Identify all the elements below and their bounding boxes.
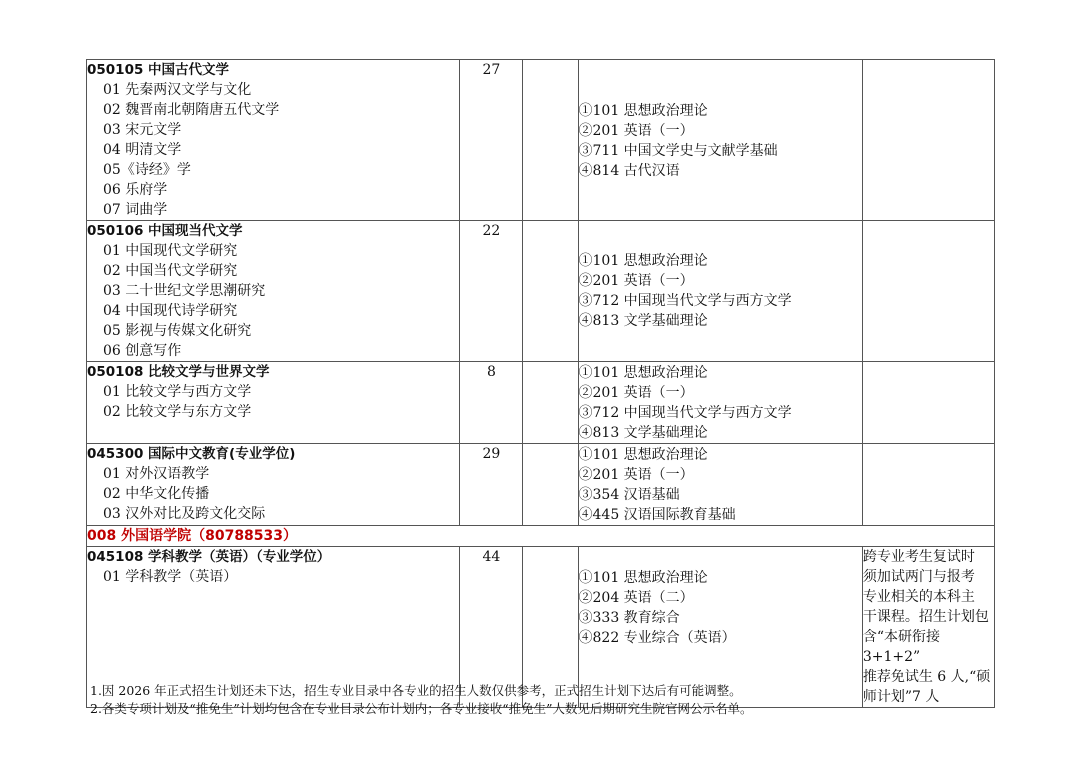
remark-line: 推荐免试生 6 人,“硕 xyxy=(862,669,991,685)
exam-cell xyxy=(578,444,862,526)
exam-item: ①101 思想政治理论 xyxy=(578,447,708,463)
major-cell xyxy=(87,444,460,526)
direction-item: 01 学科教学（英语） xyxy=(103,569,238,585)
major-title: 045300 国际中文教育(专业学位) xyxy=(87,446,296,462)
exam-item: ①101 思想政治理论 xyxy=(578,365,708,381)
exam-item: ②201 英语（一） xyxy=(578,467,694,483)
direction-item: 01 比较文学与西方文学 xyxy=(103,384,252,400)
enrollment-count: 8 xyxy=(460,362,523,444)
direction-item: 07 词曲学 xyxy=(103,202,168,218)
direction-item: 01 对外汉语教学 xyxy=(103,466,210,482)
exam-cell xyxy=(578,60,862,221)
remark-line: 师计划”7 人 xyxy=(862,689,940,705)
major-cell xyxy=(87,221,460,362)
exam-item: ②201 英语（一） xyxy=(578,385,694,401)
major-cell xyxy=(87,60,460,221)
direction-item: 05 影视与传媒文化研究 xyxy=(103,323,252,339)
footnote: 1.因 2026 年正式招生计划还未下达，招生专业目录中各专业的招生人数仅供参考，正式招生计划下达后有可能调整。 xyxy=(90,683,742,698)
exam-item: ④813 文学基础理论 xyxy=(578,425,708,441)
exam-item: ④813 文学基础理论 xyxy=(578,313,708,329)
empty-cell xyxy=(523,362,578,444)
direction-item: 03 汉外对比及跨文化交际 xyxy=(103,506,266,522)
major-title: 050105 中国古代文学 xyxy=(87,62,230,78)
table-row xyxy=(87,362,995,444)
exam-cell xyxy=(578,362,862,444)
remark-line: 跨专业考生复试时 xyxy=(862,549,975,565)
college-row xyxy=(87,526,995,547)
table-row xyxy=(87,444,995,526)
table-row xyxy=(87,221,995,362)
enrollment-count: 29 xyxy=(460,444,523,526)
direction-item: 04 中国现代诗学研究 xyxy=(103,303,238,319)
direction-item: 04 明清文学 xyxy=(103,142,182,158)
direction-item: 02 比较文学与东方文学 xyxy=(103,404,252,420)
direction-item: 03 二十世纪文学思潮研究 xyxy=(103,283,266,299)
exam-item: ①101 思想政治理论 xyxy=(578,103,708,119)
direction-item: 01 先秦两汉文学与文化 xyxy=(103,82,252,98)
major-title: 050108 比较文学与世界文学 xyxy=(87,364,270,380)
exam-item: ④814 古代汉语 xyxy=(578,163,680,179)
major-title: 050106 中国现当代文学 xyxy=(87,223,243,239)
direction-item: 02 魏晋南北朝隋唐五代文学 xyxy=(103,102,280,118)
direction-item: 06 创意写作 xyxy=(103,343,182,359)
empty-cell xyxy=(523,221,578,362)
exam-item: ④822 专业综合（英语） xyxy=(578,630,736,646)
remark-line: 须加试两门与报考 xyxy=(862,569,975,585)
enrollment-count: 44 xyxy=(460,547,523,708)
major-cell xyxy=(87,362,460,444)
footnotes xyxy=(90,682,1050,718)
exam-item: ③354 汉语基础 xyxy=(578,487,680,503)
remark-cell xyxy=(862,444,994,526)
remark-cell xyxy=(862,60,994,221)
remark-line: 干课程。招生计划包 xyxy=(862,609,989,625)
major-title: 045108 学科教学（英语）（专业学位） xyxy=(87,549,331,565)
remark-line: 含“本研衔接 3+1+2” xyxy=(862,629,940,665)
exam-item: ①101 思想政治理论 xyxy=(578,253,708,269)
exam-item: ③333 教育综合 xyxy=(578,610,680,626)
empty-cell xyxy=(523,60,578,221)
exam-item: ②201 英语（一） xyxy=(578,123,694,139)
exam-item: ①101 思想政治理论 xyxy=(578,570,708,586)
enrollment-count: 27 xyxy=(460,60,523,221)
direction-item: 01 中国现代文学研究 xyxy=(103,243,238,259)
direction-item: 06 乐府学 xyxy=(103,182,168,198)
enrollment-count: 22 xyxy=(460,221,523,362)
exam-item: ③711 中国文学史与文献学基础 xyxy=(578,143,778,159)
remark-cell xyxy=(862,362,994,444)
remark-cell xyxy=(862,221,994,362)
college-title: 008 外国语学院（80788533） xyxy=(87,526,995,547)
exam-item: ②204 英语（二） xyxy=(578,590,694,606)
table-row xyxy=(87,60,995,221)
remark-line: 专业相关的本科主 xyxy=(862,589,975,605)
direction-item: 02 中国当代文学研究 xyxy=(103,263,238,279)
catalog-table xyxy=(86,59,995,708)
empty-cell xyxy=(523,444,578,526)
exam-item: ②201 英语（一） xyxy=(578,273,694,289)
exam-item: ④445 汉语国际教育基础 xyxy=(578,507,736,523)
footnote: 2.各类专项计划及“推免生”计划均包含在专业目录公布计划内；各专业接收“推免生”人数见后期研究生院官网公示名单。 xyxy=(90,701,753,716)
direction-item: 03 宋元文学 xyxy=(103,122,182,138)
direction-item: 05《诗经》学 xyxy=(103,162,191,178)
exam-item: ③712 中国现当代文学与西方文学 xyxy=(578,405,792,421)
direction-item: 02 中华文化传播 xyxy=(103,486,210,502)
exam-cell xyxy=(578,221,862,362)
exam-item: ③712 中国现当代文学与西方文学 xyxy=(578,293,792,309)
